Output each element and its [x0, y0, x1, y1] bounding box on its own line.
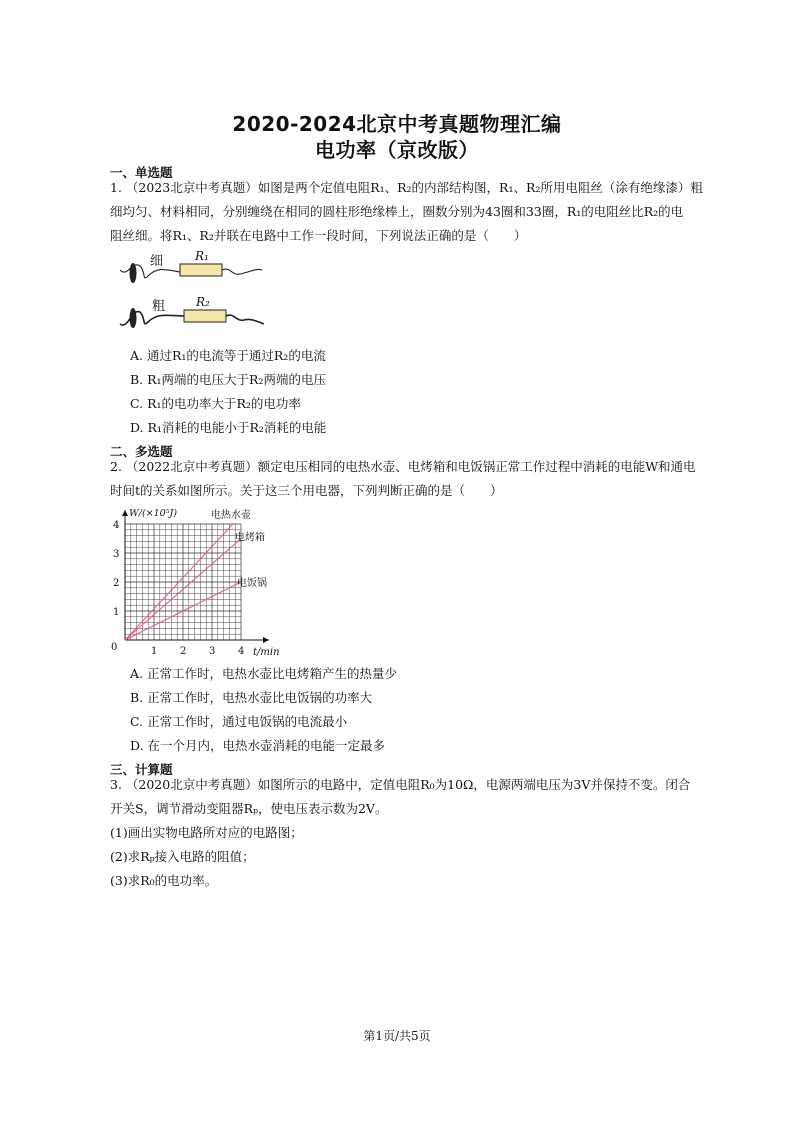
- question-1-option-a: A. 通过R₁的电流等于通过R₂的电流: [130, 348, 326, 363]
- section-heading-calculation: 三、计算题: [110, 762, 173, 777]
- question-1-line-2: 细均匀、材料相同，分别缠绕在相同的圆柱形绝缘棒上，圈数分别为43圈和33圈，R₁的电阻丝比R₂的电: [110, 204, 684, 219]
- y-axis-label: W/(×10⁵J): [129, 508, 178, 519]
- question-3-line-2: 开关S，调节滑动变阻器Rₚ，使电压表示数为2V。: [110, 801, 388, 816]
- thin-label: 细: [150, 254, 164, 269]
- resistor-r2-body: [184, 310, 226, 322]
- x-tick-label: 2: [180, 646, 187, 657]
- chart-grid: [125, 524, 241, 640]
- y-tick-label: 2: [113, 578, 120, 589]
- y-tick-label: 4: [113, 520, 120, 531]
- series-label: 电烤箱: [235, 532, 265, 544]
- page-title: 2020-2024北京中考真题物理汇编: [232, 112, 562, 136]
- question-2-option-b: B. 正常工作时，电热水壶比电饭锅的功率大: [130, 690, 373, 705]
- y-tick-label: 1: [113, 607, 120, 618]
- x-tick-label: 1: [151, 646, 158, 657]
- thick-wire-right-lead: [226, 315, 264, 324]
- y-tick-label: 3: [113, 549, 120, 560]
- question-1-line-1: 1. （2023北京中考真题）如图是两个定值电阻R₁、R₂的内部结构图，R₁、R₂所用电阻丝（涂有绝缘漆）粗: [110, 180, 703, 195]
- question-2-option-d: D. 在一个月内，电热水壶消耗的电能一定最多: [130, 738, 386, 753]
- question-3-part-2: (2)求Rₚ接入电路的阻值；: [110, 849, 255, 864]
- x-tick-label: 4: [238, 646, 245, 657]
- thick-label: 粗: [152, 299, 166, 314]
- question-2-option-a: A. 正常工作时，电热水壶比电烤箱产生的热量少: [130, 666, 397, 681]
- series-label: 电饭锅: [237, 578, 267, 589]
- y-axis-arrow: [122, 510, 128, 516]
- chart-labels: [111, 508, 280, 658]
- origin-label: 0: [111, 642, 118, 653]
- page-number: 第1页/共5页: [363, 1029, 431, 1043]
- section-heading-single-choice: 一、单选题: [110, 165, 173, 180]
- question-1-line-3: 阻丝细。将R₁、R₂并联在电路中工作一段时间，下列说法正确的是（ ）: [110, 228, 527, 243]
- r2-label: R₂: [196, 295, 210, 309]
- resistor-r1-body: [180, 264, 222, 276]
- thin-wire-right-lead: [222, 269, 262, 274]
- r1-label: R₁: [195, 249, 209, 263]
- x-axis-label: t/min: [253, 647, 280, 658]
- resistor-structure-figure: [118, 246, 268, 330]
- x-tick-label: 3: [209, 646, 216, 657]
- section-heading-multi-choice: 二、多选题: [110, 444, 173, 459]
- question-3-part-3: (3)求R₀的电功率。: [110, 873, 218, 888]
- page-subtitle: 电功率（京改版）: [315, 138, 479, 162]
- question-2-line-2: 时间t的关系如图所示。关于这三个用电器，下列判断正确的是（ ）: [110, 483, 503, 498]
- question-1-option-c: C. R₁的电功率大于R₂的电功率: [130, 396, 301, 411]
- question-3-part-1: (1)画出实物电路所对应的电路图；: [110, 825, 303, 840]
- question-2-line-1: 2. （2022北京中考真题）额定电压相同的电热水壶、电烤箱和电饭锅正常工作过程中消耗的电能W和通电: [110, 459, 696, 474]
- question-1-option-d: D. R₁消耗的电能小于R₂消耗的电能: [130, 420, 327, 435]
- energy-time-chart: [105, 502, 295, 660]
- question-1-option-b: B. R₁两端的电压大于R₂两端的电压: [130, 372, 326, 387]
- series-label: 电热水壶: [210, 510, 251, 521]
- question-3-line-1: 3. （2020北京中考真题）如图所示的电路中，定值电阻R₀为10Ω，电源两端电压为3V并保持不变。闭合: [110, 777, 691, 792]
- x-axis-arrow: [263, 637, 269, 643]
- question-2-option-c: C. 正常工作时，通过电饭锅的电流最小: [130, 714, 348, 729]
